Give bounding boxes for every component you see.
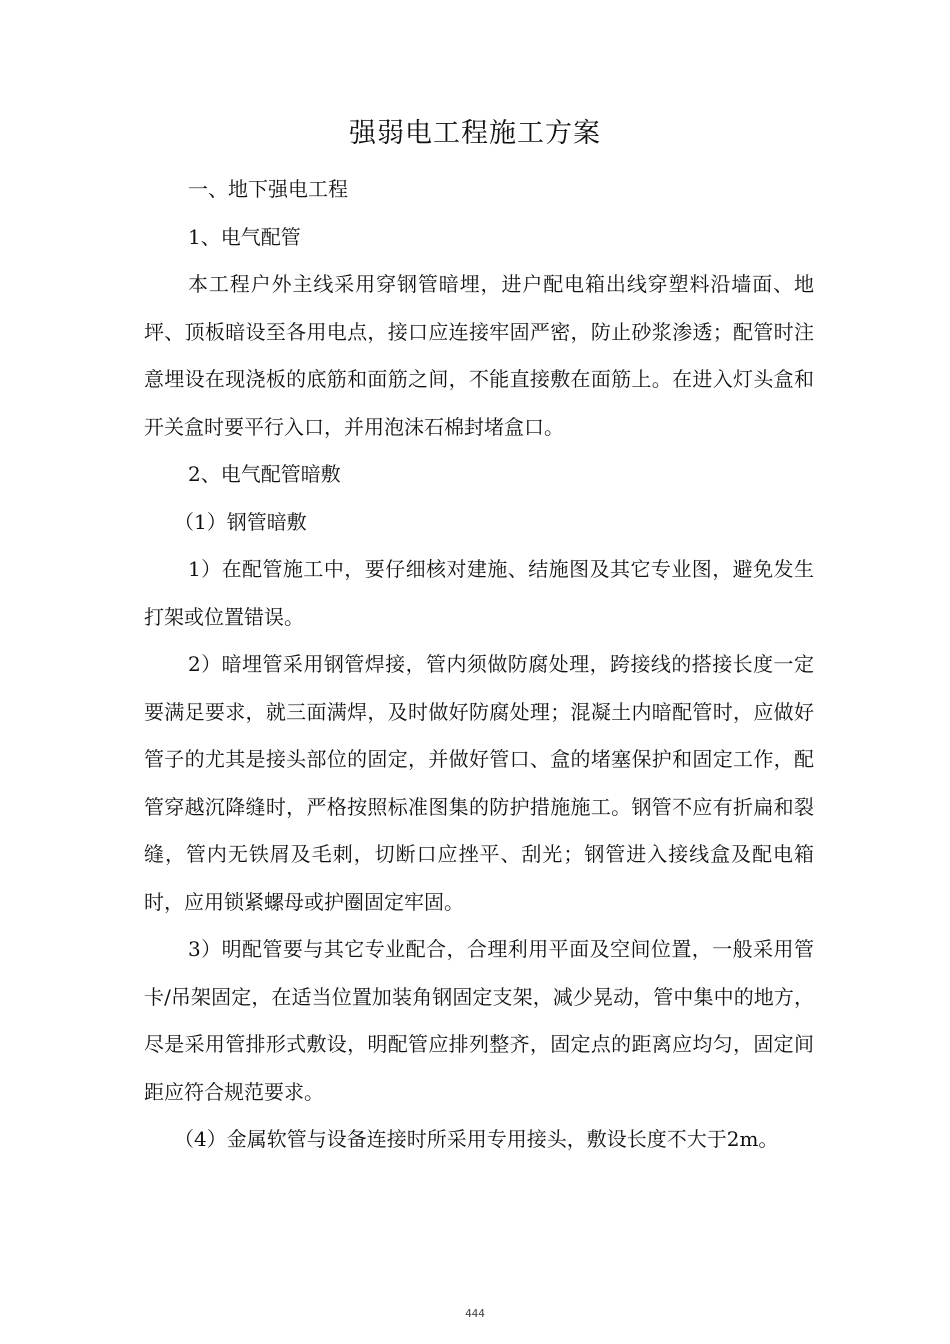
document-title: 强弱电工程施工方案: [349, 118, 601, 149]
subsection-heading-electrical-piping: 1、电气配管: [188, 224, 301, 249]
subsection-heading-concealed-piping: 2、电气配管暗敷: [188, 462, 341, 486]
paragraph-item-2: 2）暗埋管采用钢管焊接，管内须做防腐处理，跨接线的搭接长度一定要满足要求，就三面满焊，及时做好防腐处理；混凝土内暗配管时，应做好管子的尤其是接头部位的固定，并做好管口、盒的堵塞保护和固定工作，配管穿越沉降缝时，严格按照标准图集的防护措施施工。钢管不应有折扁和裂缝，管内无铁屑及毛刺，切断口应挫平、刮光；钢管进入接线盒及配电箱时，应用锁紧螺母或护圈固定牢固。: [144, 652, 814, 914]
document-body: [144, 166, 814, 1164]
paragraph-item-1: 1）在配管施工中，要仔细核对建施、结施图及其它专业图，避免发生打架或位置错误。: [144, 557, 814, 629]
paragraph-piping-description: 本工程户外主线采用穿钢管暗埋，进户配电箱出线穿塑料沿墙面、地坪、顶板暗设至各用电点，接口应连接牢固严密，防止砂浆渗透；配管时注意埋设在现浇板的底筋和面筋之间，不能直接敷在面筋上。在进入灯头盒和开关盒时要平行入口，并用泡沫石棉封堵盒口。: [144, 272, 814, 439]
item-heading-steel-pipe: （1）钢管暗敷: [174, 509, 307, 534]
paragraph-item-4: （4）金属软管与设备连接时所采用专用接头，敷设长度不大于2m。: [174, 1127, 779, 1151]
page-number: 444: [465, 1307, 485, 1320]
paragraph-item-3: 3）明配管要与其它专业配合，合理利用平面及空间位置，一般采用管卡/吊架固定，在适当位置加装角钢固定支架，减少晃动，管中集中的地方，尽是采用管排形式敷设，明配管应排列整齐，固定点的距离应均匀，固定间距应符合规范要求。: [144, 937, 814, 1104]
section-heading-underground-power: 一、地下强电工程: [188, 177, 348, 201]
